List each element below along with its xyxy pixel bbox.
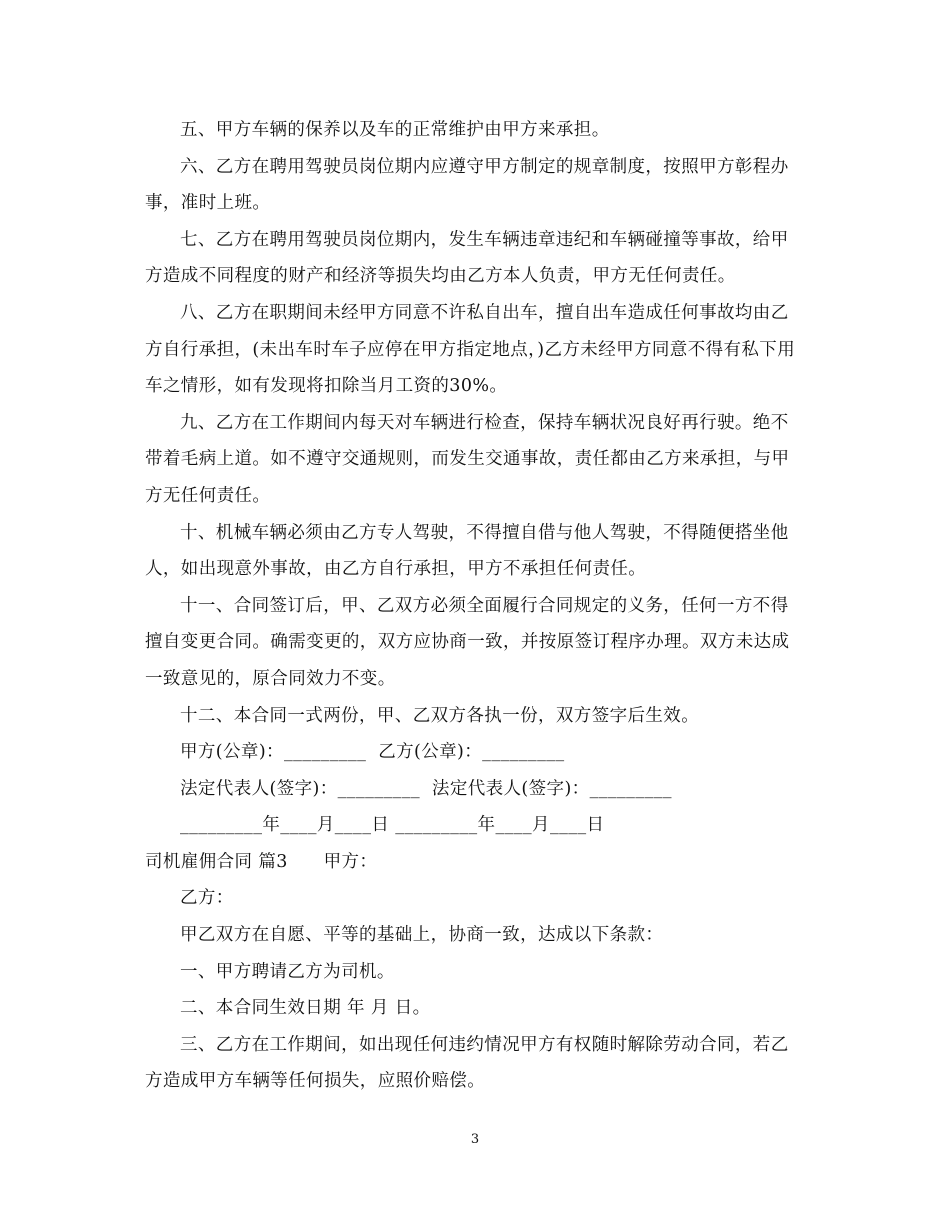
clause-5: 五、甲方车辆的保养以及车的正常维护由甲方来承担。 [180, 120, 610, 140]
signature-representatives-line: 法定代表人(签字)：_________ 法定代表人(签字)：_________ [180, 778, 672, 799]
signature-date-line: _________年____月____日 _________年____月____日 [180, 815, 605, 836]
clause-3: 三、乙方在工作期间，如出现任何违约情况甲方有权随时解除劳动合同，若乙方造成甲方车辆等任何损失，应照价赔偿。 [145, 1034, 789, 1092]
section-heading: 司机雇佣合同 篇3 甲方： [145, 851, 378, 872]
page-number: 3 [470, 1132, 480, 1147]
signature-parties-line: 甲方(公章)：_________ 乙方(公章)：_________ [180, 742, 565, 763]
clause-7: 七、乙方在聘用驾驶员岗位期内，发生车辆违章违纪和车辆碰撞等事故，给甲方造成不同程度的财产和经济等损失均由乙方本人负责，甲方无任何责任。 [145, 229, 789, 287]
clause-9: 九、乙方在工作期间内每天对车辆进行检查，保持车辆状况良好再行驶。绝不带着毛病上道。如不遵守交通规则，而发生交通事故，责任都由乙方来承担，与甲方无任何责任。 [145, 412, 790, 506]
document-body [145, 112, 805, 1100]
clause-1: 一、甲方聘请乙方为司机。 [180, 961, 395, 982]
clause-8: 八、乙方在职期间未经甲方同意不许私自出车，擅自出车造成任何事故均由乙方自行承担，(未出车时车子应停在甲方指定地点，)乙方未经甲方同意不得有私下用车之情形，如有发现将扣除当月工资的30%。 [145, 302, 796, 397]
party-b-line: 乙方： [180, 888, 234, 909]
clause-2: 二、本合同生效日期 年 月 日。 [180, 998, 431, 1019]
preamble: 甲乙双方在自愿、平等的基础上，协商一致，达成以下条款： [180, 925, 664, 946]
clause-11: 十一、合同签订后，甲、乙双方必须全面履行合同规定的义务，任何一方不得擅自变更合同。确需变更的，双方应协商一致，并按原签订程序办理。双方未达成一致意见的，原合同效力不变。 [145, 595, 790, 689]
clause-12: 十二、本合同一式两份，甲、乙双方各执一份，双方签字后生效。 [180, 705, 700, 726]
clause-10: 十、机械车辆必须由乙方专人驾驶，不得擅自借与他人驾驶，不得随便搭坐他人，如出现意外事故，由乙方自行承担，甲方不承担任何责任。 [145, 522, 789, 580]
clause-6: 六、乙方在聘用驾驶员岗位期内应遵守甲方制定的规章制度，按照甲方彰程办事，准时上班。 [145, 156, 789, 214]
